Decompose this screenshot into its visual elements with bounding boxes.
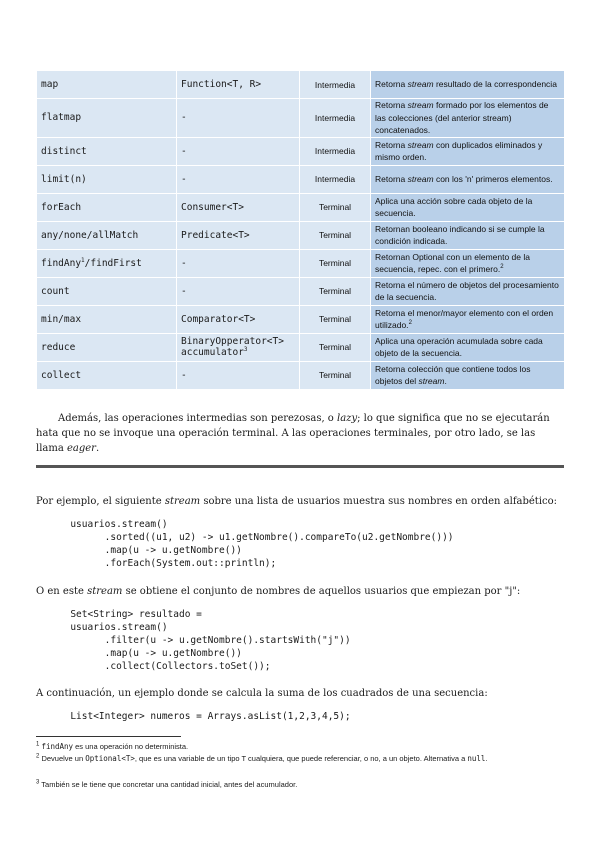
argument-type-cell: - (177, 99, 299, 137)
table-row (37, 306, 564, 333)
table-row (37, 138, 564, 165)
operation-name-cell: reduce (37, 334, 176, 361)
operation-kind-cell: Terminal (300, 278, 370, 305)
paragraph-lazy-eager: Además, las operaciones intermedias son perezosas, o lazy; lo que significa que no se ejecutarán hata que no se invoque una operación terminal. A las operaciones terminales, por otro lado, se las llama eager. (36, 413, 550, 454)
table-row (37, 71, 564, 98)
operation-kind-cell: Terminal (300, 194, 370, 221)
argument-type-cell: Comparator<T> (177, 306, 299, 333)
description-cell: Retorna el menor/mayor elemento con el orden utilizado.$^2$ (371, 306, 564, 333)
operation-kind-cell: Terminal (300, 222, 370, 249)
paragraph-example-2: O en este stream se obtiene el conjunto de nombres de aquellos usuarios que empiezan por "j": (36, 586, 521, 597)
operation-kind-cell: Intermedia (300, 166, 370, 193)
operation-name-cell: flatmap (37, 99, 176, 137)
description-cell: Retorna colección que contiene todos los objetos del stream. (371, 362, 564, 389)
operation-kind-cell: Intermedia (300, 71, 370, 98)
description-cell: Retornan Optional con un elemento de la secuencia, repec. con el primero.$^2$ (371, 250, 564, 277)
table-row (37, 278, 564, 305)
operation-kind-cell: Terminal (300, 306, 370, 333)
footnote-2: $^2$ Devuelve un Optional<T>, que es una variable de un tipo T cualquiera, que puede referenciar, o no, a un objeto. Alternativa a null. (36, 753, 488, 763)
footnote-1: $^1$ findAny es una operación no determinista. (36, 741, 189, 751)
argument-type-cell: - (177, 278, 299, 305)
operation-name-cell: count (37, 278, 176, 305)
argument-type-cell: - (177, 250, 299, 277)
argument-type-cell: - (177, 362, 299, 389)
footnote-separator (36, 736, 181, 737)
code-block-sorted-names: usuarios.stream() .sorted((u1, u2) -> u1.getNombre().compareTo(u2.getNombre())) .map(u -> u.getNombre()) .forEach(System.out::println); (70, 519, 454, 569)
description-cell: Retorna stream resultado de la correspondencia (371, 71, 564, 98)
table-row (37, 222, 564, 249)
footnote-3: $^3$ También se le tiene que concretar una cantidad inicial, antes del acumulador. (36, 779, 298, 789)
argument-type-cell: Predicate<T> (177, 222, 299, 249)
description-cell: Retorna el número de objetos del procesamiento de la secuencia. (371, 278, 564, 305)
argument-type-cell: - (177, 138, 299, 165)
paragraph-example-3: A continuación, un ejemplo donde se calcula la suma de los cuadrados de una secuencia: (36, 688, 488, 699)
description-cell: Aplica una operación acumulada sobre cada objeto de la secuencia. (371, 334, 564, 361)
operation-kind-cell: Intermedia (300, 99, 370, 137)
description-cell: Retornan booleano indicando si se cumple la condición indicada. (371, 222, 564, 249)
operation-kind-cell: Intermedia (300, 138, 370, 165)
table-row (37, 250, 564, 277)
operation-kind-cell: Terminal (300, 362, 370, 389)
operation-name-cell: any/none/allMatch (37, 222, 176, 249)
section-divider (36, 465, 564, 468)
code-block-numeros: List<Integer> numeros = Arrays.asList(1,2,3,4,5); (36, 711, 351, 722)
table-row (37, 166, 564, 193)
operation-kind-cell: Terminal (300, 334, 370, 361)
description-cell: Retorna stream con duplicados eliminados y mismo orden. (371, 138, 564, 165)
argument-type-cell: - (177, 166, 299, 193)
description-cell: Retorna stream con los 'n' primeros elementos. (371, 166, 564, 193)
table-row (37, 334, 564, 361)
description-cell: Retorna stream formado por los elementos de las colecciones (del anterior stream) concatenados. (371, 99, 564, 137)
operation-name-cell: map (37, 71, 176, 98)
table-row (37, 194, 564, 221)
operation-name-cell: findAny$^1$/findFirst (37, 250, 176, 277)
argument-type-cell: Function<T, R> (177, 71, 299, 98)
operation-kind-cell: Terminal (300, 250, 370, 277)
operation-name-cell: min/max (37, 306, 176, 333)
argument-type-cell: BinaryOpperator<T> accumulator$^3$ (177, 334, 299, 361)
argument-type-cell: Consumer<T> (177, 194, 299, 221)
operation-name-cell: limit(n) (37, 166, 176, 193)
stream-operations-table (36, 70, 565, 390)
description-cell: Aplica una acción sobre cada objeto de la secuencia. (371, 194, 564, 221)
table-row (37, 362, 564, 389)
operation-name-cell: distinct (37, 138, 176, 165)
operation-name-cell: collect (37, 362, 176, 389)
paragraph-example-1: Por ejemplo, el siguiente stream sobre una lista de usuarios muestra sus nombres en orden alfabético: (36, 496, 558, 507)
operation-name-cell: forEach (37, 194, 176, 221)
table-row (37, 99, 564, 137)
code-block-filter-set: Set<String> resultado = usuarios.stream() .filter(u -> u.getNombre().startsWith("j")) .map(u -> u.getNombre()) .collect(Collectors.toSet()); (70, 609, 351, 672)
